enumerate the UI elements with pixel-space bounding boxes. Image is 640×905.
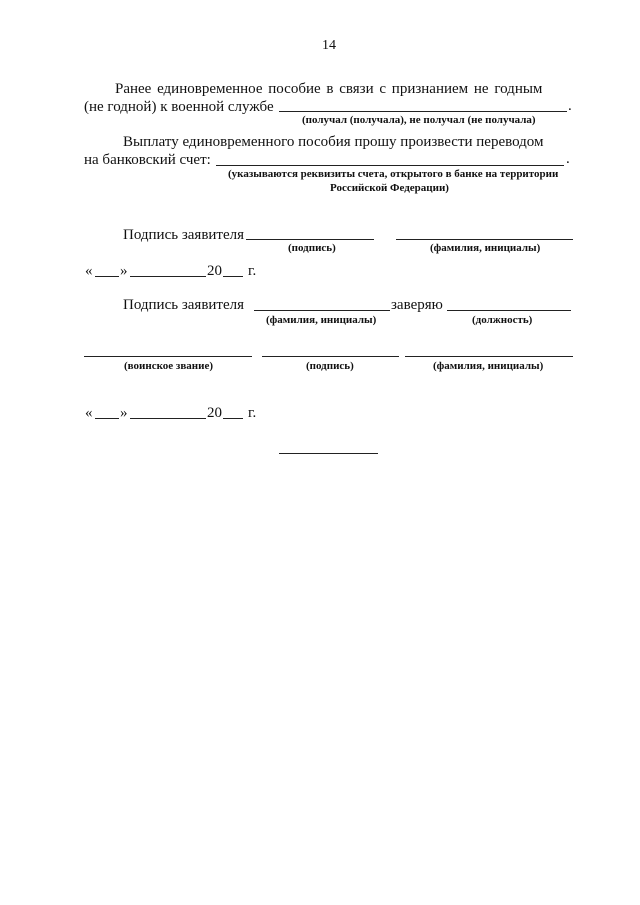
para1-line2-end: . — [568, 98, 572, 114]
date2-year-prefix: 20 — [207, 405, 222, 421]
date1-year-suffix: г. — [248, 263, 257, 279]
officer-hint-rank: (воинское звание) — [124, 360, 213, 372]
page-number: 14 — [322, 38, 336, 53]
officer-rank-line — [84, 356, 252, 357]
signature1-hint-name: (фамилия, инициалы) — [430, 242, 541, 254]
officer-name-line — [405, 356, 573, 357]
date1-year-prefix: 20 — [207, 263, 222, 279]
para2-blank-line — [216, 165, 564, 166]
date2-close-quote: » — [120, 405, 128, 421]
signature1-label: Подпись заявителя — [123, 227, 245, 243]
signature2-hint-position: (должность) — [472, 314, 533, 326]
signature2-position-line — [447, 310, 571, 311]
para1-hint: (получал (получала), не получал (не получала) — [302, 114, 536, 126]
officer-sign-line — [262, 356, 399, 357]
signature2-hint-name: (фамилия, инициалы) — [266, 314, 377, 326]
closing-separator-line — [279, 453, 378, 454]
date1-month-line — [130, 276, 206, 277]
para2-hint-line1: (указываются реквизиты счета, открытого в банке на территории — [228, 168, 559, 180]
date2-day-line — [95, 418, 119, 419]
date2-year-suffix: г. — [248, 405, 257, 421]
signature2-certify: заверяю — [391, 297, 443, 313]
signature1-sign-line — [246, 239, 374, 240]
para2-line1: Выплату единовременного пособия прошу произвести переводом — [123, 134, 544, 150]
date1-close-quote: » — [120, 263, 128, 279]
officer-hint-name: (фамилия, инициалы) — [433, 360, 544, 372]
date2-month-line — [130, 418, 206, 419]
date2-year-line — [223, 418, 243, 419]
date2-open-quote: « — [85, 405, 93, 421]
date1-year-line — [223, 276, 243, 277]
para2-hint-line2: Российской Федерации) — [330, 182, 449, 194]
date1-day-line — [95, 276, 119, 277]
para1-line2-prefix: (не годной) к военной службе — [84, 99, 274, 115]
officer-hint-signature: (подпись) — [306, 360, 354, 372]
signature1-hint-signature: (подпись) — [288, 242, 336, 254]
para1-blank-line — [279, 111, 567, 112]
signature2-label: Подпись заявителя — [123, 297, 245, 313]
signature2-name-line — [254, 310, 390, 311]
signature1-name-line — [396, 239, 573, 240]
para2-line2-prefix: на банковский счет: — [84, 152, 211, 168]
para2-line2-end: . — [566, 151, 570, 167]
date1-open-quote: « — [85, 263, 93, 279]
para1-line1: Ранее единовременное пособие в связи с признанием не годным — [115, 81, 543, 97]
